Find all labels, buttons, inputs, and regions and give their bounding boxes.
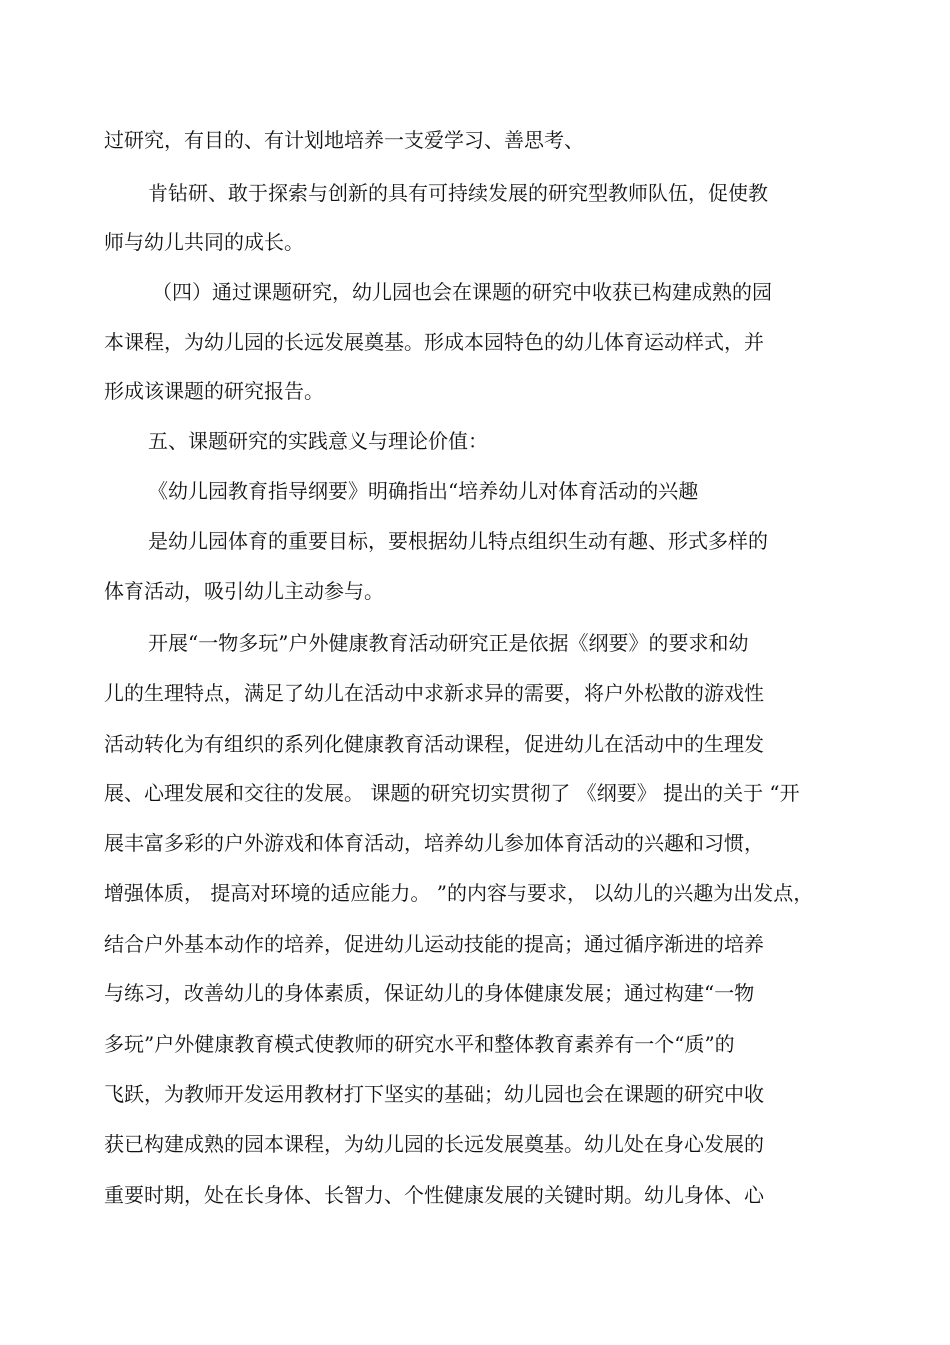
paragraph-line-1: 过研究，有目的、有计划地培养一支爱学习、善思考、 (104, 128, 584, 152)
paragraph-line-18: 多玩”户外健康教育模式使教师的研究水平和整体教育素养有一个“质”的 (104, 1032, 735, 1056)
paragraph-line-8: 是幼儿园体育的重要目标，要根据幼儿特点组织生动有趣、形式多样的 (148, 529, 768, 553)
paragraph-line-7: 《幼儿园教育指导纲要》明确指出“培养幼儿对体育活动的兴趣 (148, 479, 699, 503)
paragraph-line-14: 展丰富多彩的户外游戏和体育活动，培养幼儿参加体育活动的兴趣和习惯， (104, 831, 764, 855)
paragraph-line-5: 本课程，为幼儿园的长远发展奠基。形成本园特色的幼儿体育运动样式，并 (104, 330, 764, 354)
paragraph-line-17: 与练习，改善幼儿的身体素质，保证幼儿的身体健康发展；通过构建“一物 (104, 981, 755, 1005)
paragraph-line-21: 重要时期，处在长身体、长智力、个性健康发展的关键时期。幼儿身体、心 (104, 1183, 764, 1207)
paragraph-line-16: 结合户外基本动作的培养，促进幼儿运动技能的提高；通过循序渐进的培养 (104, 932, 764, 956)
paragraph-line-19: 飞跃，为教师开发运用教材打下坚实的基础；幼儿园也会在课题的研究中收 (104, 1082, 764, 1106)
section-heading-5: 五、课题研究的实践意义与理论价值： (148, 429, 488, 453)
paragraph-line-10: 开展“一物多玩”户外健康教育活动研究正是依据《纲要》的要求和幼 (148, 631, 749, 655)
paragraph-line-2: 肯钻研、敢于探索与创新的具有可持续发展的研究型教师队伍，促使教 (148, 181, 768, 205)
paragraph-line-15: 增强体质， 提高对环境的适应能力。 ”的内容与要求， 以幼儿的兴趣为出发点， (104, 881, 814, 905)
paragraph-line-9: 体育活动，吸引幼儿主动参与。 (104, 579, 384, 603)
paragraph-line-12: 活动转化为有组织的系列化健康教育活动课程，促进幼儿在活动中的生理发 (104, 732, 764, 756)
paragraph-line-20: 获已构建成熟的园本课程，为幼儿园的长远发展奠基。幼儿处在身心发展的 (104, 1132, 764, 1156)
paragraph-line-4: （四）通过课题研究，幼儿园也会在课题的研究中收获已构建成熟的园 (152, 280, 772, 304)
paragraph-line-11: 儿的生理特点，满足了幼儿在活动中求新求异的需要，将户外松散的游戏性 (104, 681, 764, 705)
paragraph-line-6: 形成该课题的研究报告。 (104, 379, 324, 403)
paragraph-line-13: 展、心理发展和交往的发展。 课题的研究切实贯彻了 《纲要》 提出的关于 “开 (104, 781, 800, 805)
paragraph-line-3: 师与幼儿共同的成长。 (104, 230, 304, 254)
